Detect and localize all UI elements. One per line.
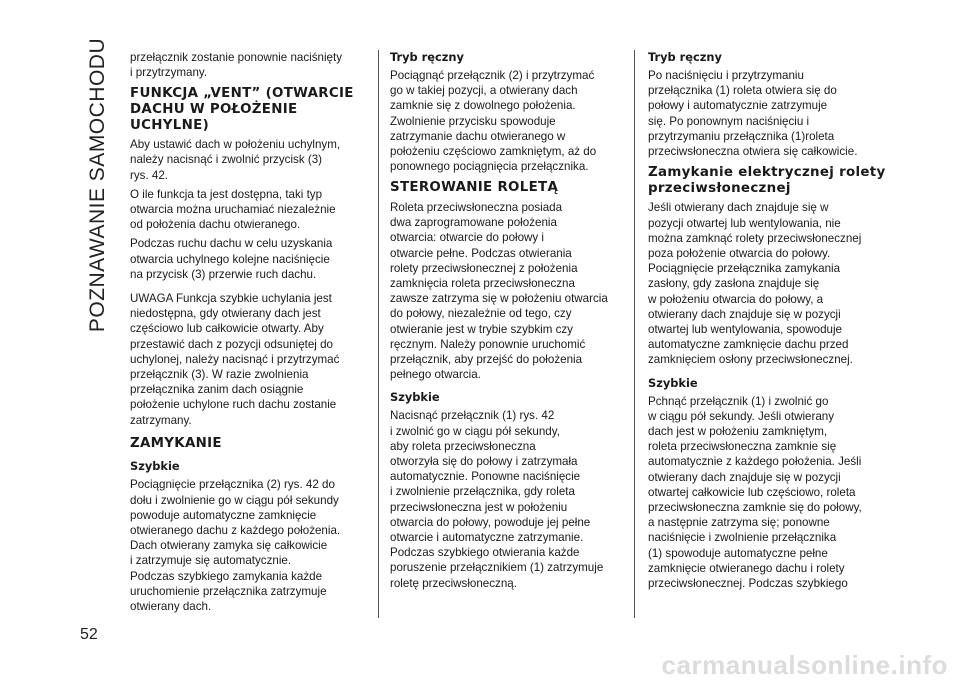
paragraph: Pchnąć przełącznik (1) i zwolnić go w ciągu pół sekundy. Jeśli otwierany dach jest w położeniu zamkniętym, roleta przeciwsłoneczna zamknie się automatycznie z każdego położenia. Jeśli otwierany dach znajduje się w pozycji otwartej całkowicie lub częściowo, roleta przeciwsłoneczna zamknie się do połowy, a następnie zatrzyma się; ponowne naciśnięcie i zwolnienie przełącznika (1) spowoduje automatyczne pełne zamknięcie otwieranego dachu i rolety przeciwsłonecznej. Podczas szybkiego — [648, 394, 862, 591]
heading-closing-blind: Zamykanie elektrycznej rolety przeciwsłonecznej — [648, 165, 886, 196]
paragraph: Po naciśnięciu i przytrzymaniu przełącznika (1) roleta otwiera się do połowy i automatycznie zatrzymuje się. Po ponownym naciśnięciu i przytrzymaniu przełącznika (1)roleta przeciwsłoneczna otwiera się całkowicie. — [648, 69, 858, 159]
chapter-sidebar-title — [78, 37, 118, 333]
warning-note: UWAGA Funkcja szybkie uchylania jest niedostępna, gdy otwierany dach jest częściowo lub całkowicie otwarty. Aby przestawić dach z pozycji odsuniętej do uchylonej, należy nacisnąć i przytrzymać przełącznik (3). W razie zwolnienia przełącznika zanim dach osiągnie położenie uchylone ruch dachu zostanie zatrzymany. — [130, 292, 340, 427]
subheading-fast: Szybkie — [390, 390, 440, 405]
subheading-fast: Szybkie — [648, 375, 698, 390]
paragraph: O ile funkcja ta jest dostępna, taki typ otwarcia można uruchamiać niezależnie od położenia dachu otwieranego. — [130, 187, 336, 232]
subheading-fast: Szybkie — [130, 459, 180, 474]
paragraph: Pociągnięcie przełącznika (2) rys. 42 do dołu i zwolnienie go w ciągu pół sekundy powoduje automatyczne zamknięcie otwieranego dachu z każdego położenia. Dach otwierany zamyka się całkowicie i zatrzymuje się automatycznie. Podczas szybkiego zamykania każde uruchomienie przełącznika zatrzymuje otwierany dach. — [130, 478, 341, 614]
text-column-2 — [390, 50, 620, 595]
heading-blind-control: STEROWANIE ROLETĄ — [390, 180, 559, 196]
heading-closing: ZAMYKANIE — [130, 435, 222, 451]
page-number: 52 — [80, 626, 98, 643]
column-divider — [634, 50, 635, 618]
chapter-title-text: POZNAWANIE SAMOCHODU — [86, 37, 110, 333]
paragraph: Roleta przeciwsłoneczna posiada dwa zaprogramowane położenia otwarcia: otwarcie do połowy i otwarcie pełne. Podczas otwierania rolety przeciwsłonecznej z położenia zamknięcia roleta przeciwsłoneczna zawsze zatrzyma się w położeniu otwarcia do połowy, niezależnie od tego, czy otwieranie jest w trybie szybkim czy ręcznym. Należy ponownie uruchomić przełącznik, aby przejść do położenia pełnego otwarcia. — [390, 201, 608, 382]
intro-paragraph: przełącznik zostanie ponownie naciśnięty i przytrzymany. — [130, 51, 343, 80]
heading-vent-function: FUNKCJA „VENT” (OTWARCIE DACHU W POŁOŻENIE UCHYLNE) — [130, 86, 354, 133]
text-column-1 — [130, 50, 360, 618]
watermark: carmanualsonline.info — [661, 650, 948, 680]
text-column-3 — [648, 50, 884, 595]
paragraph: Pociągnąć przełącznik (2) i przytrzymać go w takiej pozycji, a otwierany dach zamknie się z dowolnego położenia. Zwolnienie przycisku spowoduje zatrzymanie dachu otwieranego w położeniu częściowo zamkniętym, aż do ponownego pociągnięcia przełącznika. — [390, 69, 597, 174]
column-divider — [378, 50, 379, 618]
paragraph: Podczas ruchu dachu w celu uzyskania otwarcia uchylnego kolejne naciśnięcie na przycisk (3) przerwie ruch dachu. — [130, 237, 333, 281]
subheading-manual: Tryb ręczny — [648, 50, 722, 64]
subheading-manual: Tryb ręczny — [390, 50, 464, 64]
paragraph: Nacisnąć przełącznik (1) rys. 42 i zwolnić go w ciągu pół sekundy, aby roleta przeciwsłoneczna otworzyła się do połowy i zatrzymała automatycznie. Ponowne naciśnięcie i zwolnienie przełącznika, gdy roleta przeciwsłoneczna jest w położeniu otwarcia do połowy, powoduje jej pełne otwarcie i automatyczne zatrzymanie. Podczas szybkiego otwierania każde poruszenie przełącznikiem (1) zatrzymuje roletę przeciwsłoneczną. — [390, 409, 604, 590]
paragraph: Jeśli otwierany dach znajduje się w pozycji otwartej lub wentylowania, nie można zamknąć rolety przeciwsłonecznej poza położenie otwarcia do połowy. Pociągnięcie przełącznika zamykania zasłony, gdy zasłona znajduje się w położeniu otwarcia do połowy, a otwierany dach znajduje się w pozycji otwartej lub wentylowania, spowoduje automatyczne zamknięcie dachu przed zamknięciem osłony przeciwsłonecznej. — [648, 201, 862, 367]
paragraph: Aby ustawić dach w położeniu uchylnym, należy nacisnąć i zwolnić przycisk (3) rys. 42. — [130, 138, 341, 182]
